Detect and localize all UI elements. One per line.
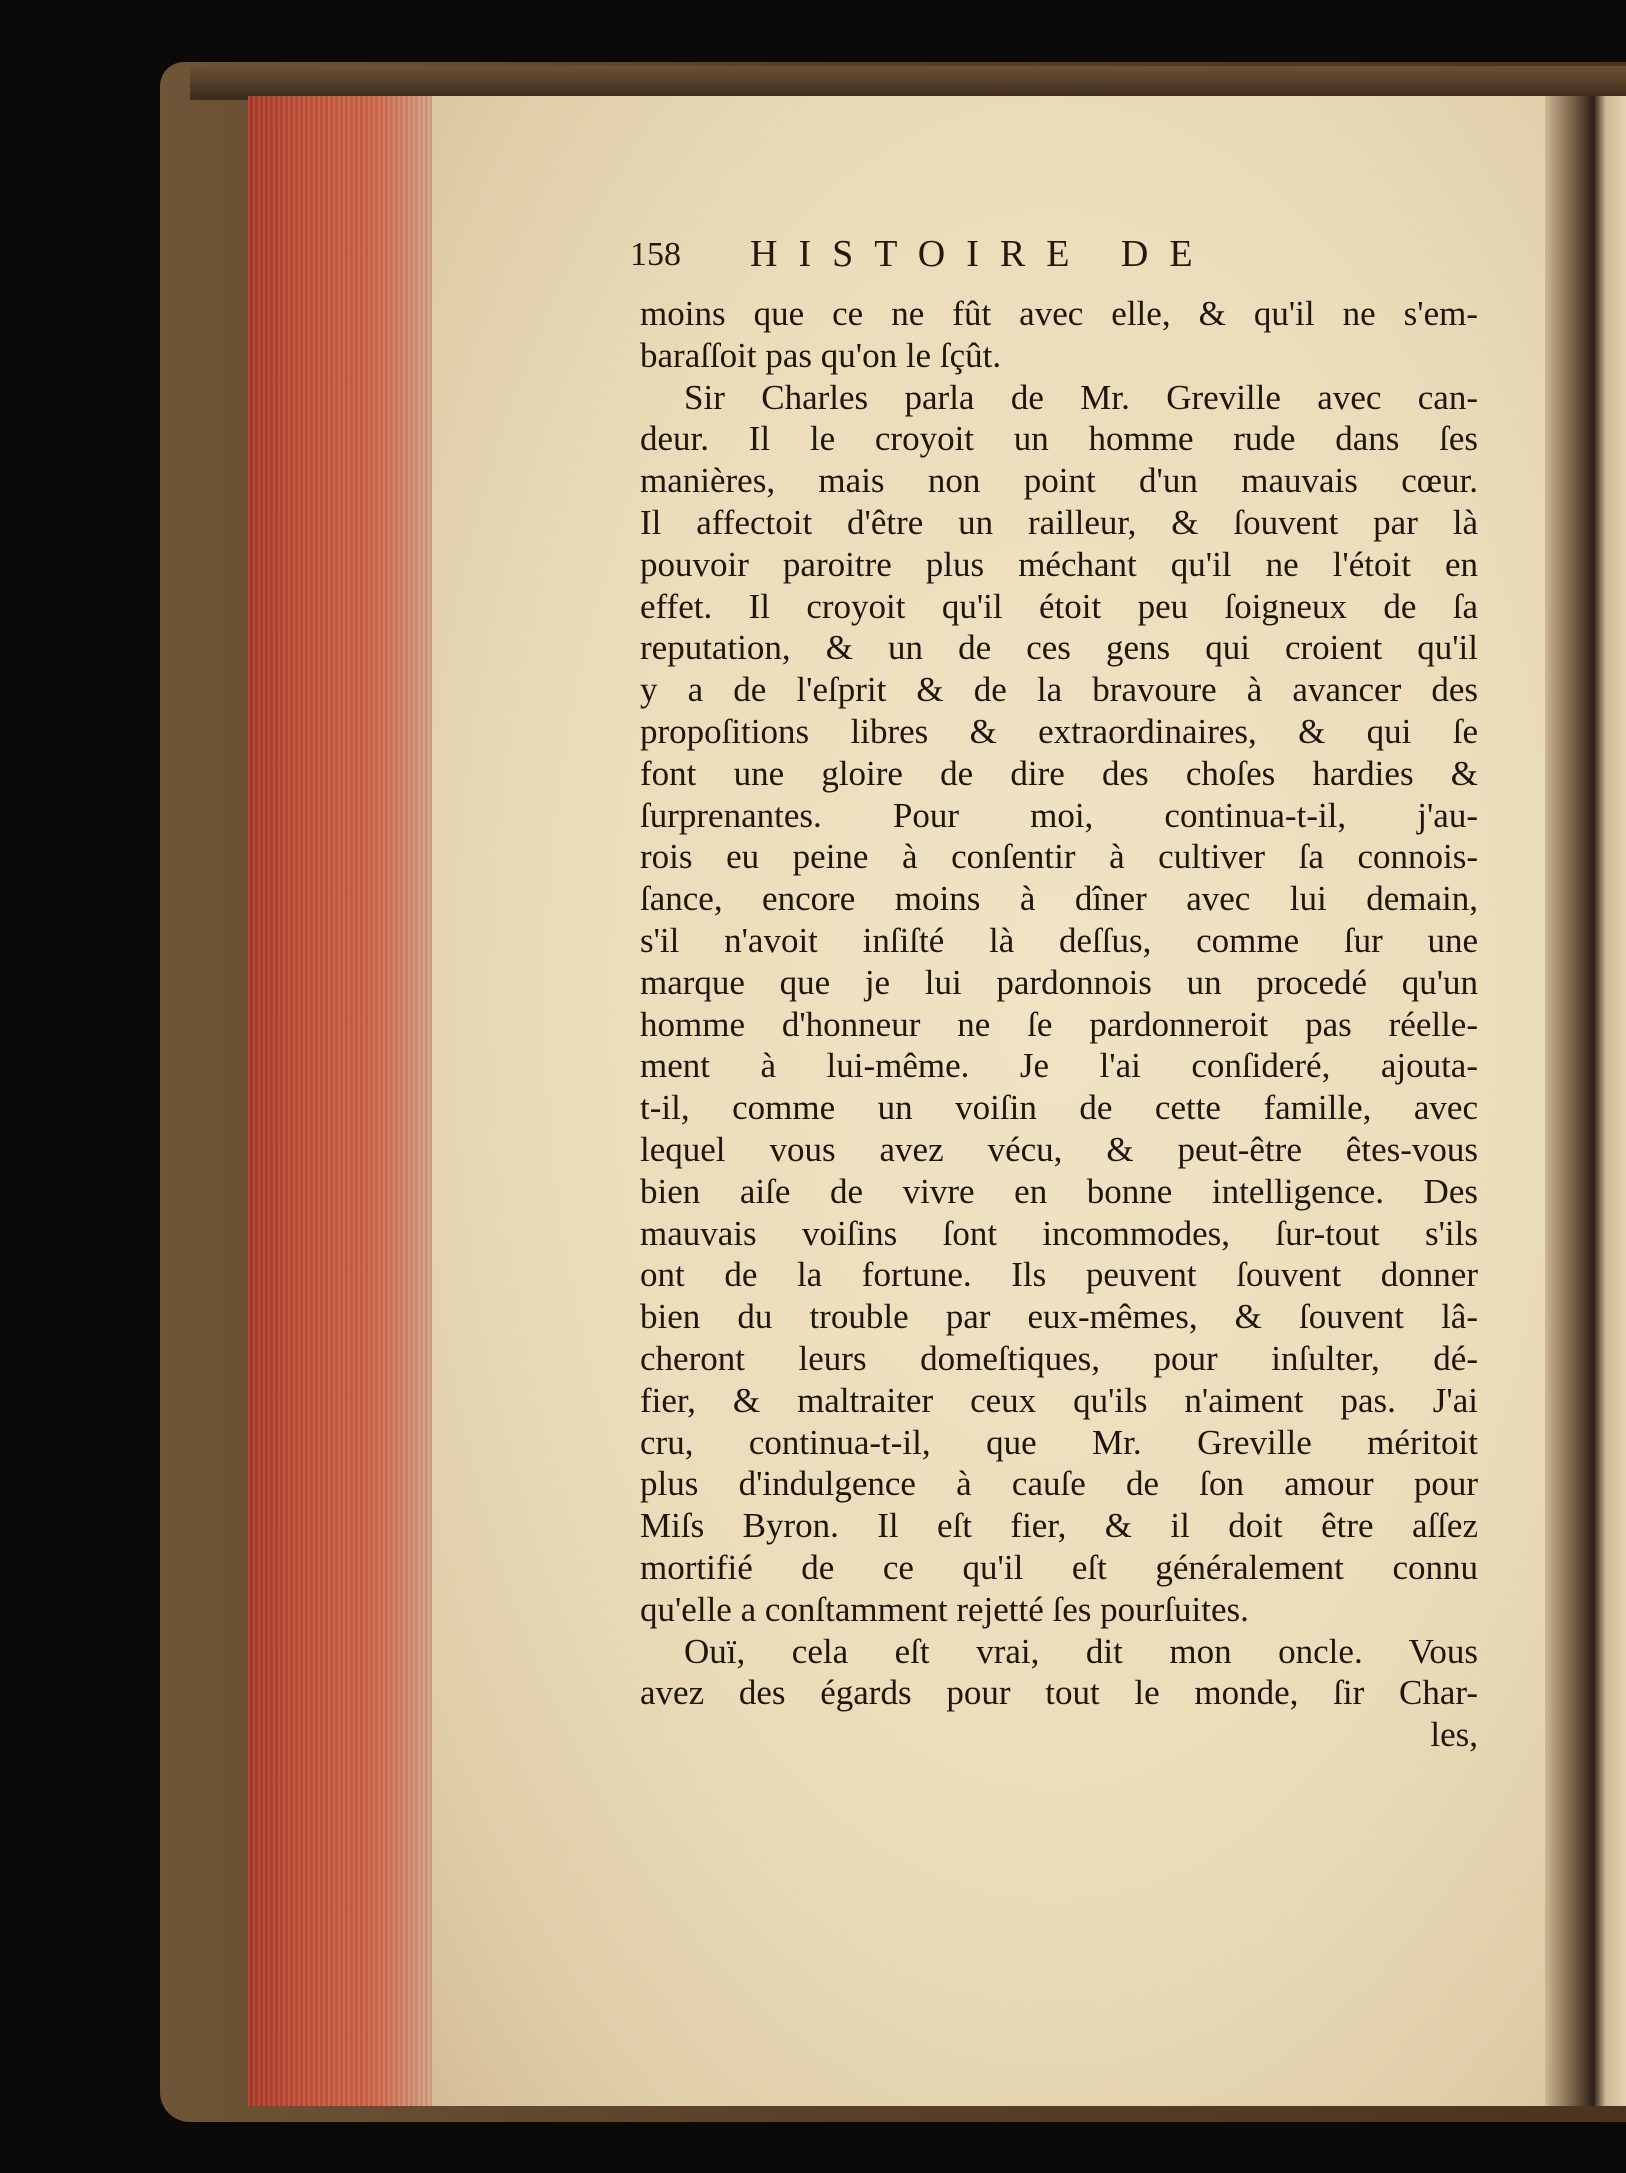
text-line: reputation, & un de ces gens qui croient qu'il — [640, 628, 1478, 668]
text-line: bien du trouble par eux-mêmes, & ſouvent lâ- — [640, 1297, 1478, 1337]
text-line: fier, & maltraiter ceux qu'ils n'aiment pas. J'ai — [640, 1380, 1478, 1420]
text-line: mortifié de ce qu'il eſt généralement connu — [640, 1547, 1478, 1587]
text-line: bien aiſe de vivre en bonne intelligence. Des — [640, 1171, 1478, 1211]
text-line: ſurprenantes. Pour moi, continua-t-il, j'au- — [640, 795, 1478, 835]
text-line: cheront leurs domeſtiques, pour inſulter, dé- — [640, 1338, 1478, 1378]
text-line: s'il n'avoit inſiſté là deſſus, comme ſur une — [640, 920, 1478, 960]
text-line: Ouï, cela eſt vrai, dit mon oncle. Vous — [684, 1631, 1478, 1671]
text-line: t-il, comme un voiſin de cette famille, avec — [640, 1088, 1478, 1128]
book-top-board — [190, 66, 1626, 100]
text-line: rois eu peine à conſentir à cultiver ſa connois- — [640, 837, 1478, 877]
text-line: ment à lui-même. Je l'ai conſideré, ajouta- — [640, 1046, 1478, 1086]
text-line: homme d'honneur ne ſe pardonneroit pas réelle- — [640, 1004, 1478, 1044]
text-line: marque que je lui pardonnois un procedé qu'un — [640, 962, 1478, 1002]
text-line: Miſs Byron. Il eſt fier, & il doit être aſſez — [640, 1506, 1478, 1546]
text-line: plus d'indulgence à cauſe de ſon amour pour — [640, 1464, 1478, 1504]
text-line: pouvoir paroitre plus méchant qu'il ne l'étoit en — [640, 544, 1478, 584]
running-head — [630, 232, 1330, 282]
text-line: effet. Il croyoit qu'il étoit peu ſoigneux de ſa — [640, 586, 1478, 626]
text-line: moins que ce ne fût avec elle, & qu'il ne s'em- — [640, 294, 1478, 333]
text-line: Sir Charles parla de Mr. Greville avec can- — [684, 377, 1478, 417]
text-line: manières, mais non point d'un mauvais cœur. — [640, 461, 1478, 501]
book-gutter — [1545, 96, 1626, 2106]
text-line: y a de l'eſprit & de la bravoure à avancer des — [640, 670, 1478, 710]
text-line: propoſitions libres & extraordinaires, & qui ſe — [640, 711, 1478, 751]
text-line: qu'elle a conſtamment rejetté ſes pourſuites. — [640, 1589, 1249, 1629]
catchword: les, — [1430, 1715, 1478, 1755]
text-line: Il affectoit d'être un railleur, & ſouvent par là — [640, 502, 1478, 542]
page-edges — [248, 96, 448, 2106]
text-line: lequel vous avez vécu, & peut-être êtes-vous — [640, 1129, 1478, 1169]
text-line: ſance, encore moins à dîner avec lui demain, — [640, 879, 1478, 919]
text-line: ont de la fortune. Ils peuvent ſouvent donner — [640, 1255, 1478, 1295]
text-line: font une gloire de dire des choſes hardies & — [640, 753, 1478, 793]
body-text — [640, 293, 1478, 1756]
text-line: baraſſoit pas qu'on le ſçût. — [640, 335, 1002, 375]
running-title: HISTOIRE DE — [750, 233, 1214, 275]
page-number: 158 — [630, 236, 681, 273]
text-line: mauvais voiſins ſont incommodes, ſur-tout s'ils — [640, 1213, 1478, 1253]
text-line: deur. Il le croyoit un homme rude dans ſes — [640, 419, 1478, 459]
text-line: cru, continua-t-il, que Mr. Greville méritoit — [640, 1422, 1478, 1462]
text-line: avez des égards pour tout le monde, ſir Char- — [640, 1673, 1478, 1713]
